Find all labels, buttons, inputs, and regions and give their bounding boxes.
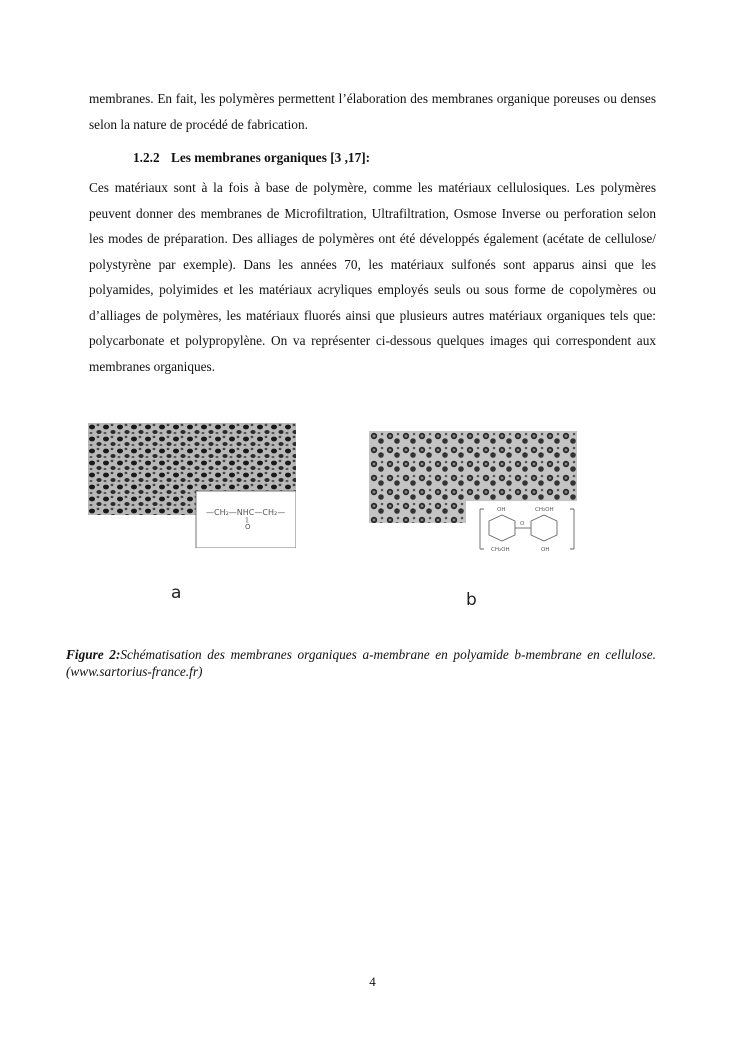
svg-text:O: O bbox=[520, 521, 525, 527]
svg-text:CH₂OH: CH₂OH bbox=[535, 507, 554, 513]
body-paragraph: Ces matériaux sont à la fois à base de polymère, comme les matériaux cellulosiques. Les polymères peuvent donner des membranes de Microfiltration, Ultrafiltration, Osmose Inverse ou perforation selon les modes de préparation. Des alliages de polymères ont été développés également (acétate de cellulose/ polystyrène par exemple). Dans les années 70, les matériaux sulfonés sont apparus ainsi que les polyamides, polyimides et les matériaux acryliques employés seuls ou sous forme de copolymères ou d’alliages de polymères, les matériaux fluorés ainsi que plusieurs autres matériaux organiques tels que: polycarbonate et polypropylène. On va représenter ci-dessous quelques images qui correspondent aux membranes organiques. bbox=[89, 180, 656, 374]
cellulose-membrane-micrograph bbox=[369, 431, 577, 557]
figure-caption-lead: Figure 2: bbox=[66, 647, 121, 662]
svg-text:OH: OH bbox=[541, 547, 550, 553]
formula-a: —CH₂—NHC—CH₂— bbox=[206, 508, 286, 517]
formula-a-oxygen: O bbox=[245, 523, 251, 531]
polyamide-membrane-micrograph bbox=[88, 423, 296, 548]
section-title: Les membranes organiques [3 ,17]: bbox=[171, 150, 371, 165]
svg-text:CH₂OH: CH₂OH bbox=[491, 547, 510, 553]
page-number: 4 bbox=[369, 974, 376, 989]
figure-b-image bbox=[369, 431, 577, 557]
section-number: 1.2.2 bbox=[133, 150, 160, 165]
section-heading bbox=[133, 150, 370, 166]
svg-text:OH: OH bbox=[497, 507, 506, 513]
figure-label-b: b bbox=[466, 590, 477, 610]
top-paragraph: membranes. En fait, les polymères permettent l’élaboration des membranes organique poreuses ou denses selon la nature de procédé de fabrication. bbox=[89, 91, 656, 132]
figure-label-a: a bbox=[171, 583, 182, 603]
figure-caption bbox=[66, 646, 656, 680]
figure-a-image bbox=[88, 423, 296, 548]
figure-caption-text: Schématisation des membranes organiques a-membrane en polyamide b-membrane en cellulose.(www.sartorius-france.fr) bbox=[66, 647, 656, 679]
